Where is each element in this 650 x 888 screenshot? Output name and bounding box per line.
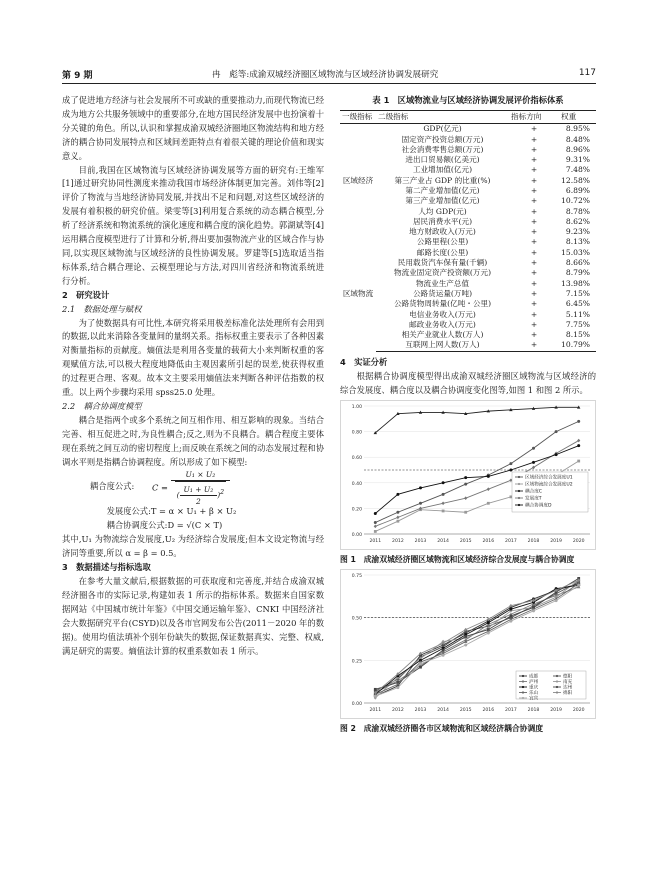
y-tick-label: 0.40 <box>351 482 362 488</box>
indicator-name: 公路货运量(万吨) <box>412 288 473 298</box>
data-point <box>442 493 445 496</box>
indicator-weight: 8.79% <box>565 268 590 278</box>
table-body <box>340 124 596 352</box>
category-cell: 区域物流 <box>342 289 374 299</box>
legend-label: 耦合度C <box>525 490 542 496</box>
paragraph: 根据耦合协调度模型得出成渝双城经济圈区域物流与区域经济的综合发展度、耦合度以及耦合协调度变化图等,如图 1 和图 2 所示。 <box>340 370 596 395</box>
table-row <box>340 227 596 237</box>
data-point <box>532 461 535 464</box>
x-tick-label: 2014 <box>437 539 449 545</box>
formula-inner-num: U₁ + U₂ <box>180 484 218 496</box>
formula-expression <box>152 469 230 507</box>
indicator-name: 社会消费零售总额(万元) <box>401 144 484 154</box>
indicator-direction: + <box>509 340 559 351</box>
legend-label: 德阳 <box>563 675 573 681</box>
x-tick-label: 2016 <box>482 708 495 714</box>
indicator-name: 电信业务收入(万元) <box>409 309 476 319</box>
x-tick-label: 2012 <box>392 708 404 714</box>
formula-var: C = <box>152 482 168 493</box>
indicator-direction: + <box>530 237 538 247</box>
x-tick-label: 2018 <box>527 539 540 545</box>
indicator-name: 第三产业增加值(亿元) <box>405 196 480 206</box>
legend-label: 泸州 <box>529 680 539 686</box>
table-row <box>340 207 596 217</box>
data-point <box>419 487 422 490</box>
indicator-name: 相关产业就业人数(万人) <box>401 330 484 340</box>
figure-2-chart <box>340 569 596 719</box>
indicator-weight: 7.48% <box>565 165 590 175</box>
figure-1-caption: 图 1 成渝双城经济圈区域物流和区域经济综合发展度与耦合协调度 <box>340 555 575 565</box>
y-tick-label: 0.60 <box>351 456 362 462</box>
legend-label: 达州 <box>563 686 573 692</box>
data-point <box>509 463 512 466</box>
formula-inner-fraction <box>180 484 218 507</box>
running-title: 冉 彪等:成渝双城经济圈区域物流与区域经济协调发展研究 <box>212 70 439 80</box>
issue-number: 第 9 期 <box>62 71 93 81</box>
data-point <box>464 477 467 480</box>
indicator-weight: 12.58% <box>561 175 590 185</box>
data-point <box>577 420 580 423</box>
table-row <box>340 217 596 227</box>
table-row <box>340 248 596 258</box>
indicator-direction: + <box>530 319 538 329</box>
indicator-direction: + <box>530 268 538 278</box>
table-row <box>340 310 596 320</box>
indicator-name: 居民消费水平(元) <box>412 216 473 226</box>
table-title: 表 1 区域物流业与区域经济协调发展评价指标体系 <box>372 95 564 105</box>
y-tick-label: 0.80 <box>351 431 362 437</box>
data-point <box>555 600 558 603</box>
data-point <box>487 475 490 478</box>
table-header: 权重 <box>559 110 596 123</box>
subsection-heading: 2.2 耦合协调度模型 <box>62 400 142 411</box>
legend-label: 乐山 <box>529 691 539 697</box>
legend-marker <box>518 490 520 492</box>
formula-sqrt: ( $\frac{\text{U₁ + U₂}}{2}$ )$^2$ <box>175 481 227 507</box>
indicator-name: 邮路长度(公里) <box>416 247 469 257</box>
legend-marker <box>556 686 558 688</box>
indicator-direction: + <box>530 155 538 165</box>
indicator-name: 固定资产投资总额(万元) <box>401 134 484 144</box>
data-point <box>397 520 400 523</box>
data-point <box>442 654 445 657</box>
right-column <box>340 94 596 735</box>
page-number: 117 <box>578 68 596 78</box>
chart-legend <box>512 472 588 512</box>
x-tick-label: 2019 <box>550 708 562 714</box>
x-tick-label: 2017 <box>505 708 517 714</box>
indicator-name: 物流业生产总值 <box>415 278 470 288</box>
table-row <box>340 196 596 206</box>
data-point <box>419 666 422 669</box>
table-row <box>340 165 596 175</box>
indicator-weight: 9.31% <box>565 155 590 165</box>
x-tick-label: 2016 <box>482 539 495 545</box>
legend-label: 发展度T <box>525 497 542 503</box>
indicator-weight: 8.15% <box>565 330 590 340</box>
data-point <box>464 635 467 638</box>
data-point <box>374 688 377 691</box>
header-rule <box>62 83 596 84</box>
x-tick-label: 2018 <box>527 708 540 714</box>
indicator-direction: + <box>530 330 538 340</box>
data-point <box>509 469 512 472</box>
indicator-name: 公路货物周转量(亿吨・公里) <box>393 299 492 309</box>
indicator-name: 地方财政收入(万元) <box>409 227 476 237</box>
x-tick-label: 2012 <box>392 539 404 545</box>
data-point <box>577 445 580 448</box>
data-point <box>509 608 512 611</box>
legend-marker <box>556 681 558 683</box>
indicator-weight: 8.66% <box>565 258 590 268</box>
x-tick-label: 2013 <box>414 539 427 545</box>
legend-marker <box>522 692 524 694</box>
subsection-heading: 2.1 数据处理与赋权 <box>62 303 142 314</box>
indicator-weight: 8.96% <box>565 144 590 154</box>
legend-label: 绵阳 <box>563 691 573 697</box>
legend-marker <box>518 476 520 478</box>
figure-1 <box>340 400 596 566</box>
y-tick-label: 1.00 <box>351 405 362 411</box>
table-row <box>340 299 596 309</box>
indicator-name: 人均 GDP(元) <box>418 206 467 216</box>
formula-fraction <box>171 469 231 507</box>
indicator-name: 民用载货汽车保有量(千辆) <box>397 258 488 268</box>
indicator-name: 工业增加值(亿元) <box>412 165 473 175</box>
legend-label: 耦合协调度D <box>525 504 552 510</box>
indicator-weight: 10.79% <box>559 340 596 351</box>
legend-marker <box>556 675 558 677</box>
data-point <box>374 512 377 515</box>
data-point <box>555 431 558 434</box>
indicator-direction: + <box>530 227 538 237</box>
data-point <box>487 622 490 625</box>
data-point <box>577 460 580 463</box>
data-point <box>510 615 513 618</box>
x-tick-label: 2020 <box>572 539 585 545</box>
indicator-name: 邮政业务收入(万元) <box>409 319 476 329</box>
data-point <box>396 687 399 690</box>
legend-marker <box>522 686 524 688</box>
legend-label: 区域物流综合发展度U2 <box>525 483 573 489</box>
indicator-name: GDP(亿元) <box>423 124 462 134</box>
legend-marker <box>522 697 524 699</box>
x-tick-label: 2019 <box>550 539 562 545</box>
legend-label: 宜宾 <box>529 697 539 703</box>
indicator-name: 第三产业占 GDP 的比重(%) <box>394 175 491 185</box>
indicator-direction: + <box>530 124 538 134</box>
y-tick-label: 0.75 <box>351 574 362 580</box>
indicator-weight: 7.15% <box>565 288 590 298</box>
y-tick-label: 0.00 <box>351 702 362 708</box>
coordination-formula: 耦合协调度公式:D = √(C × T) <box>106 520 223 531</box>
data-point <box>577 584 580 587</box>
formula-label: 耦合度公式: <box>90 481 135 492</box>
data-point <box>419 663 422 666</box>
data-point <box>464 483 467 486</box>
indicator-direction: + <box>530 134 538 144</box>
table-row <box>340 176 596 186</box>
table-header: 指标方向 <box>509 110 559 123</box>
x-tick-label: 2014 <box>437 708 449 714</box>
x-tick-label: 2013 <box>414 708 427 714</box>
indicator-weight: 9.23% <box>565 227 590 237</box>
x-tick-label: 2011 <box>369 708 382 714</box>
figure-2-caption: 图 2 成渝双城经济圈各市区域物流和区域经济耦合协调度 <box>340 724 544 734</box>
indicator-weight: 5.11% <box>565 309 590 319</box>
y-tick-label: 0.00 <box>351 533 362 539</box>
data-point <box>509 620 512 623</box>
legend-label: 区域经济综合发展度U1 <box>525 476 573 482</box>
legend-marker <box>522 675 524 677</box>
data-point <box>532 447 535 450</box>
data-point <box>442 649 445 652</box>
table-row <box>340 135 596 145</box>
data-point <box>374 695 377 698</box>
table-row <box>340 320 596 330</box>
data-point <box>396 493 399 496</box>
table-row <box>340 186 596 196</box>
indicator-direction: + <box>530 175 538 185</box>
legend-marker <box>522 681 524 683</box>
section-heading: 4 实证分析 <box>340 356 388 367</box>
indicator-weight: 7.75% <box>565 319 590 329</box>
legend-marker <box>518 483 520 485</box>
x-tick-label: 2015 <box>459 539 472 545</box>
indicator-name: 公路里程(公里) <box>416 237 469 247</box>
y-tick-label: 0.25 <box>351 659 362 665</box>
indicator-table <box>340 110 596 352</box>
indicator-weight: 10.72% <box>561 196 590 206</box>
indicator-direction: + <box>530 144 538 154</box>
table-row <box>340 124 596 135</box>
paragraph: 耦合是指两个或多个系统之间互相作用、相互影响的现象。当结合完善、相互促进之时,为良性耦合;反之,则为不良耦合。耦合程度主要体现在系统之间互动的密切程度上;而反映在系统之间的动态发展过程和协调水平则是指耦合协调程度。所以形成了如下模型: <box>62 414 324 467</box>
indicator-direction: + <box>530 206 538 216</box>
figure-1-chart <box>340 400 596 550</box>
data-point <box>555 454 558 457</box>
indicator-direction: + <box>530 216 538 226</box>
table-row <box>340 268 596 278</box>
indicator-direction: + <box>530 185 538 195</box>
x-tick-label: 2011 <box>369 539 382 545</box>
indicator-weight: 13.98% <box>561 278 590 288</box>
running-header <box>62 66 596 82</box>
x-tick-label: 2020 <box>572 708 585 714</box>
indicator-direction: + <box>530 288 538 298</box>
paragraph: 为了使数据具有可比性,本研究将采用极差标准化法处理所有会用到的数据,以此来消除各变量间的量纲关系。指标权重主要表示了各种因素对衡量指标的贡献度。熵值法是利用各变量的载荷大小来判断权重的客观赋值方法,可以极大程度地降低由主观因素所引起的误差,使获得权重的过程更合理、客观。故本文主要采用熵值法来判断各种评估指数的权重。以上两个步骤均采用 spss25.0 处理。 <box>62 317 324 398</box>
figure-2 <box>340 569 596 735</box>
formula-denominator <box>171 481 231 507</box>
data-point <box>419 502 422 505</box>
paragraph: 其中,U₁ 为物流综合发展度,U₂ 为经济综合发展度;但本文设定物流与经济同等重要,所以 α = β = 0.5。 <box>62 534 324 559</box>
indicator-direction: + <box>530 309 538 319</box>
table-row <box>340 289 596 299</box>
indicator-direction: + <box>530 258 538 268</box>
data-point <box>442 510 445 513</box>
indicator-weight: 6.45% <box>565 299 590 309</box>
x-tick-label: 2017 <box>505 539 517 545</box>
table-header-row <box>340 110 596 123</box>
paragraph: 成了促进地方经济与社会发展所不可或缺的重要推动力,而现代物流已经成为地方公共服务领域中的重要部分,在地方国民经济发展中也扮演着十分关键的角色。所以,认识和掌握成渝双城经济圈地区物流结构和地方经济的耦合协同发展特点和区域间差距特点有着很关键的理论价值和现实意义。 <box>62 95 324 161</box>
section-heading: 2 研究设计 <box>62 289 110 300</box>
paragraph: 目前,我国在区域物流与区域经济协调发展等方面的研究有:王维军[1]通过研究协同性测度来推动我国市场经济体制更加完善。刘伟等[2]评价了物流与当地经济协同发展,并找出不足和问题,对这些区域经济的发展有着积极的研究价值。梁雯等[3]利用复合系统的动态耦合模型,分析了经济系统和物流系统的演化速度和耦合度的演化趋势。郭湖斌等[4]运用耦合度模型进行了计算和分析,得出要加强物流产业的区域合作与协同,以实现区域物流与区域经济的良性协调发展。罗建等[5]选取适当指标体系,结合耦合理论、云模型理论与方法,对四川省经济和物流系统进行分析。 <box>62 164 324 286</box>
table-row <box>340 330 596 340</box>
data-point <box>396 511 399 514</box>
data-point <box>464 644 467 647</box>
data-point <box>442 482 445 485</box>
data-point <box>487 632 490 635</box>
indicator-weight: 6.89% <box>565 185 590 195</box>
indicator-weight: 8.95% <box>565 124 590 134</box>
formula-numerator: U₁ × U₂ <box>171 469 231 481</box>
table-row <box>340 340 596 351</box>
chart-legend <box>516 671 586 702</box>
indicator-direction: + <box>530 165 538 175</box>
legend-box <box>516 671 586 699</box>
legend-marker <box>518 504 520 506</box>
legend-marker <box>556 692 558 694</box>
indicator-weight: 8.78% <box>565 206 590 216</box>
data-point <box>532 610 535 613</box>
category-cell: 区域经济 <box>342 175 374 185</box>
table-header: 一级指标 <box>340 110 376 123</box>
legend-marker <box>518 497 520 499</box>
indicator-weight: 8.62% <box>565 216 590 226</box>
section-heading: 3 数据描述与指标选取 <box>62 562 151 573</box>
indicator-name: 进出口贸易额(亿美元) <box>405 155 480 165</box>
table-row <box>340 155 596 165</box>
paragraph: 在参考大量文献后,根据数据的可获取度和完善度,并结合成渝双城经济圈各市的实际记录,构建如表 1 所示的指标体系。数据来自国家数据网站《中国城市统计年鉴》《中国交通运输年鉴》、CNKI 中国经济社会大数据研究平台(CSYD)以及各市官网发布公告(2011－2020 年的数据)。使用均值法填补个别年份缺失的数据,保证数据真实、完整、权威,满足研究的需要。熵值法计算的权重系数如表 1 所示。 <box>62 576 324 656</box>
table-header: 二级指标 <box>376 110 509 123</box>
coupling-formula <box>62 469 324 505</box>
y-tick-label: 0.20 <box>351 507 362 513</box>
indicator-weight: 8.13% <box>565 237 590 247</box>
formula-exponent: 2 <box>220 489 225 497</box>
data-point <box>487 502 490 505</box>
indicator-name: 物流业固定资产投资额(万元) <box>393 268 492 278</box>
data-point <box>374 521 377 524</box>
table-row <box>340 279 596 289</box>
indicator-direction: + <box>530 196 538 206</box>
y-tick-label: 0.50 <box>351 617 362 623</box>
legend-label: 重庆 <box>529 686 539 692</box>
indicator-name: 第二产业增加值(亿元) <box>405 185 480 195</box>
indicator-weight: 15.03% <box>561 247 590 257</box>
legend-label: 成都 <box>529 675 539 681</box>
left-column <box>62 94 324 658</box>
data-point <box>374 530 377 533</box>
x-tick-label: 2015 <box>459 708 472 714</box>
indicator-weight: 8.48% <box>565 134 590 144</box>
data-point <box>464 511 467 514</box>
indicator-direction: + <box>530 299 538 309</box>
indicator-direction: + <box>530 278 538 288</box>
development-formula: 发展度公式:T = α × U₁ + β × U₂ <box>106 506 237 517</box>
table-row <box>340 258 596 268</box>
table-row <box>340 145 596 155</box>
indicator-name: 互联网上网人数(万人) <box>376 340 509 351</box>
legend-label: 南充 <box>563 680 573 686</box>
table-row <box>340 237 596 247</box>
indicator-direction: + <box>530 247 538 257</box>
formula-inner-den: 2 <box>195 497 201 507</box>
